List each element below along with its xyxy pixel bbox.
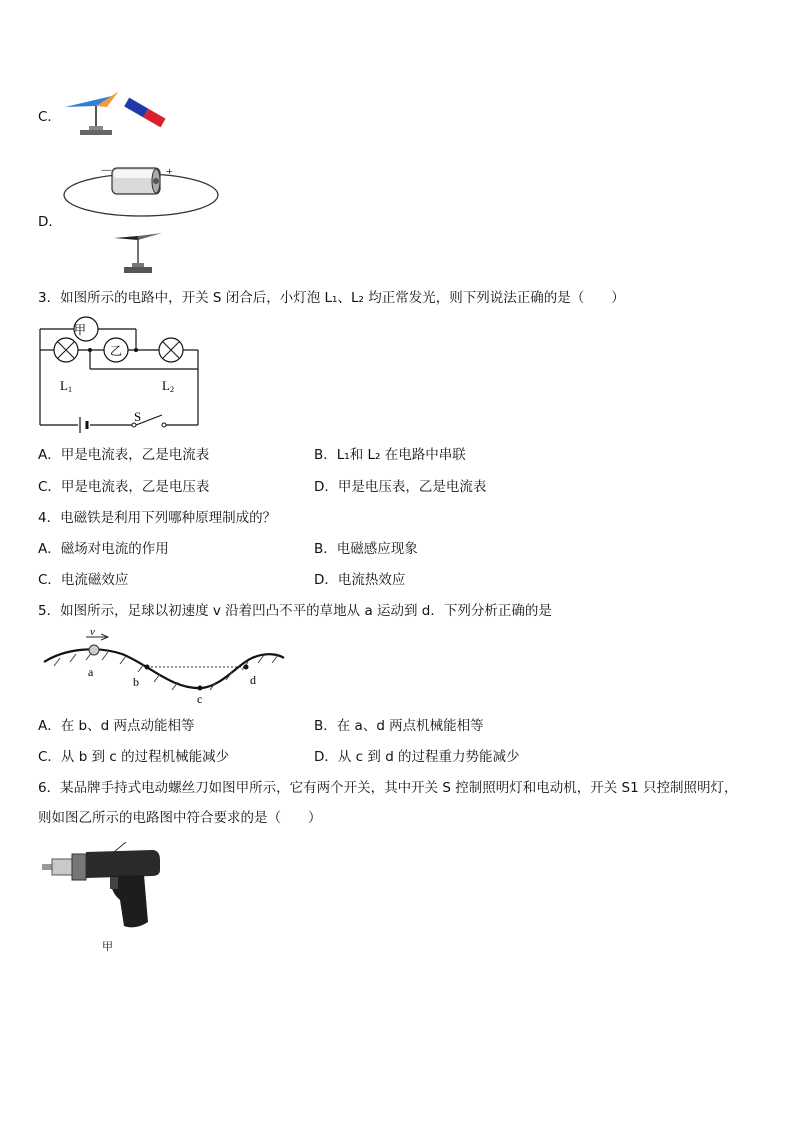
q3-option-a[interactable]: A．甲是电流表，乙是电流表 — [38, 447, 210, 463]
terrain-curve — [44, 649, 284, 688]
q6-stem-line2: 则如图乙所示的电路图中符合要求的是（ ） — [38, 810, 322, 826]
battery-symbol-icon — [80, 417, 87, 433]
bar-magnet-icon — [124, 98, 165, 128]
lamp-l1-label: L1 — [60, 378, 72, 394]
q3-stem: 3．如图所示的电路中，开关 S 闭合后，小灯泡 L₁、L₂ 均正常发光，则下列说法正确的是（ ） — [38, 290, 625, 306]
lamp-l2-icon — [159, 338, 183, 362]
lamp-l1-icon — [54, 338, 78, 362]
q6-figure-label-jia: 甲 — [102, 940, 113, 953]
q3-circuit-diagram — [38, 313, 206, 441]
q6-screwdriver-figure — [40, 842, 166, 934]
q5-stem: 5．如图所示，足球以初速度 v 沿着凹凸不平的草地从 a 运动到 d．下列分析正确的是 — [38, 603, 552, 619]
q4-option-d[interactable]: D．电流热效应 — [314, 572, 406, 588]
q6-stem-line1: 6．某品牌手持式电动螺丝刀如图甲所示，它有两个开关，其中开关 S 控制照明灯和电动机，开关 S1 只控制照明灯， — [38, 780, 738, 796]
meter-yi-label: 乙 — [109, 344, 123, 358]
meter-jia-label: 甲 — [73, 323, 87, 337]
q5-option-d[interactable]: D．从 c 到 d 的过程重力势能减少 — [314, 749, 520, 765]
q5-option-b[interactable]: B．在 a、d 两点机械能相等 — [314, 718, 484, 734]
q2-option-c-letter: C． — [38, 109, 61, 125]
label-d: d — [250, 673, 256, 687]
battery-plus-label: + — [166, 164, 173, 178]
label-c: c — [197, 692, 203, 704]
label-b: b — [133, 675, 139, 689]
lamp-l2-label: L2 — [162, 378, 174, 394]
battery-icon — [112, 168, 160, 194]
battery-minus-label: － — [100, 163, 114, 178]
q5-option-a[interactable]: A．在 b、d 两点动能相等 — [38, 718, 195, 734]
electric-screwdriver-icon — [42, 842, 160, 927]
q3-option-c[interactable]: C．甲是电流表，乙是电压表 — [38, 479, 210, 495]
q3-option-d[interactable]: D．甲是电压表，乙是电流表 — [314, 479, 487, 495]
q2-option-c-figure — [60, 86, 170, 142]
point-d — [244, 665, 249, 670]
compass-needle-icon — [65, 92, 118, 135]
q4-stem: 4．电磁铁是利用下列哪种原理制成的？ — [38, 510, 277, 526]
compass-needle-icon — [114, 233, 162, 273]
point-c — [198, 686, 203, 691]
q4-option-c[interactable]: C．电流磁效应 — [38, 572, 129, 588]
q4-option-b[interactable]: B．电磁感应现象 — [314, 541, 418, 557]
label-a: a — [88, 665, 94, 679]
q2-option-d-figure — [62, 160, 224, 280]
switch-s-label: S — [134, 409, 142, 424]
q4-option-a[interactable]: A．磁场对电流的作用 — [38, 541, 169, 557]
q5-option-c[interactable]: C．从 b 到 c 的过程机械能减少 — [38, 749, 230, 765]
q2-option-d-letter: D． — [38, 214, 62, 230]
point-b — [145, 665, 150, 670]
label-v: v — [90, 626, 95, 638]
q5-terrain-diagram — [40, 622, 290, 704]
football-icon — [89, 645, 99, 655]
q3-option-b[interactable]: B．L₁和 L₂ 在电路中串联 — [314, 447, 466, 463]
